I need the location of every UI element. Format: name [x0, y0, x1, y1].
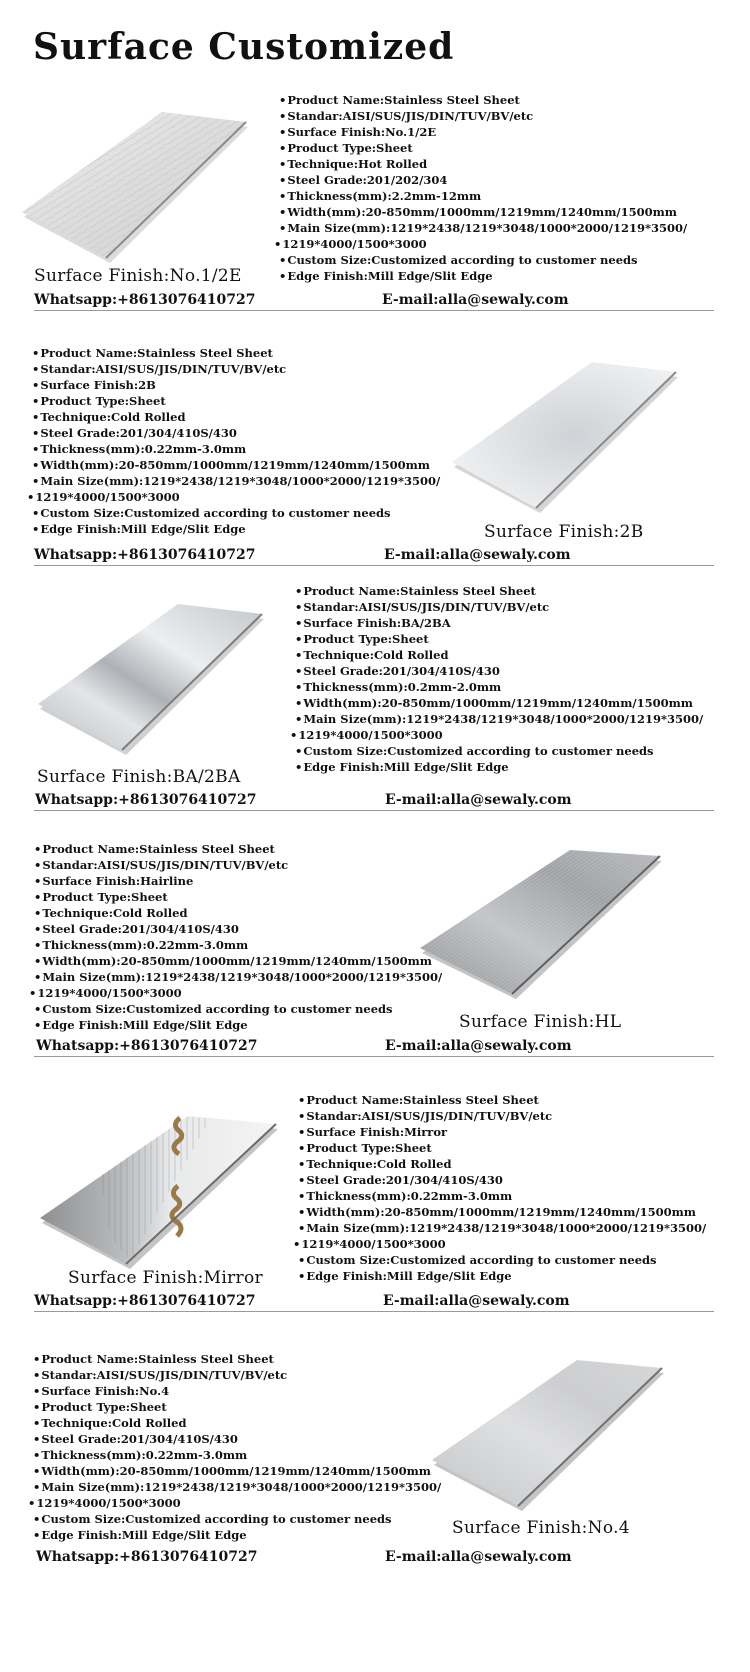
section-divider	[34, 310, 714, 311]
spec-item: • Steel Grade:201/304/410S/430	[32, 425, 440, 441]
spec-item: • Technique:Hot Rolled	[279, 156, 687, 172]
spec-item: • 1219*4000/1500*3000	[293, 1236, 706, 1252]
spec-item: • Custom Size:Customized according to customer needs	[34, 1001, 442, 1017]
surface-finish-caption: Surface Finish:Mirror	[68, 1268, 263, 1288]
spec-item: • Steel Grade:201/304/410S/430	[295, 663, 703, 679]
email-contact[interactable]: E-mail:alla@sewaly.com	[383, 1293, 570, 1309]
spec-item: • Edge Finish:Mill Edge/Slit Edge	[34, 1017, 442, 1033]
spec-list	[298, 1092, 706, 1284]
spec-item: • Main Size(mm):1219*2438/1219*3048/1000*2000/1219*3500/	[33, 1479, 441, 1495]
spec-item: • Standar:AISI/SUS/JIS/DIN/TUV/BV/etc	[279, 108, 687, 124]
spec-item: • Product Name:Stainless Steel Sheet	[295, 583, 703, 599]
sheet-image-no4	[432, 1360, 662, 1510]
page-title: Surface Customized	[33, 26, 455, 68]
surface-finish-caption: Surface Finish:BA/2BA	[37, 767, 241, 787]
spec-item: • 1219*4000/1500*3000	[29, 985, 442, 1001]
spec-item: • Product Name:Stainless Steel Sheet	[32, 345, 440, 361]
email-contact[interactable]: E-mail:alla@sewaly.com	[385, 1038, 572, 1054]
spec-item: • Main Size(mm):1219*2438/1219*3048/1000*2000/1219*3500/	[279, 220, 687, 236]
spec-item: • Thickness(mm):2.2mm-12mm	[279, 188, 687, 204]
surface-finish-caption: Surface Finish:No.4	[452, 1518, 630, 1538]
surface-finish-caption: Surface Finish:2B	[484, 522, 644, 542]
spec-item: • 1219*4000/1500*3000	[28, 1495, 441, 1511]
spec-item: • Standar:AISI/SUS/JIS/DIN/TUV/BV/etc	[32, 361, 440, 377]
section-divider	[34, 565, 714, 566]
email-contact[interactable]: E-mail:alla@sewaly.com	[382, 292, 569, 308]
spec-item: • Width(mm):20-850mm/1000mm/1219mm/1240mm/1500mm	[298, 1204, 706, 1220]
spec-item: • Technique:Cold Rolled	[33, 1415, 441, 1431]
surface-finish-caption: Surface Finish:No.1/2E	[34, 266, 242, 286]
spec-item: • Technique:Cold Rolled	[295, 647, 703, 663]
spec-item: • Steel Grade:201/202/304	[279, 172, 687, 188]
whatsapp-contact[interactable]: Whatsapp:+8613076410727	[35, 792, 257, 808]
spec-item: • Technique:Cold Rolled	[34, 905, 442, 921]
spec-item: • Edge Finish:Mill Edge/Slit Edge	[279, 268, 687, 284]
spec-item: • Surface Finish:No.4	[33, 1383, 441, 1399]
spec-item: • Standar:AISI/SUS/JIS/DIN/TUV/BV/etc	[34, 857, 442, 873]
spec-item: • Width(mm):20-850mm/1000mm/1219mm/1240mm/1500mm	[33, 1463, 441, 1479]
spec-item: • Steel Grade:201/304/410S/430	[298, 1172, 706, 1188]
spec-item: • Width(mm):20-850mm/1000mm/1219mm/1240mm/1500mm	[34, 953, 442, 969]
spec-item: • Main Size(mm):1219*2438/1219*3048/1000*2000/1219*3500/	[34, 969, 442, 985]
spec-item: • Product Name:Stainless Steel Sheet	[279, 92, 687, 108]
whatsapp-contact[interactable]: Whatsapp:+8613076410727	[36, 1549, 258, 1565]
section-divider	[34, 1311, 714, 1312]
spec-item: • Edge Finish:Mill Edge/Slit Edge	[32, 521, 440, 537]
spec-item: • Custom Size:Customized according to customer needs	[279, 252, 687, 268]
email-contact[interactable]: E-mail:alla@sewaly.com	[384, 547, 571, 563]
spec-item: • Product Type:Sheet	[279, 140, 687, 156]
spec-item: • Edge Finish:Mill Edge/Slit Edge	[298, 1268, 706, 1284]
spec-item: • Edge Finish:Mill Edge/Slit Edge	[295, 759, 703, 775]
spec-item: • Custom Size:Customized according to customer needs	[295, 743, 703, 759]
spec-item: • Custom Size:Customized according to customer needs	[33, 1511, 441, 1527]
email-contact[interactable]: E-mail:alla@sewaly.com	[385, 792, 572, 808]
spec-item: • Custom Size:Customized according to customer needs	[298, 1252, 706, 1268]
spec-item: • Thickness(mm):0.22mm-3.0mm	[34, 937, 442, 953]
spec-item: • Thickness(mm):0.22mm-3.0mm	[32, 441, 440, 457]
spec-item: • Surface Finish:No.1/2E	[279, 124, 687, 140]
spec-item: • 1219*4000/1500*3000	[274, 236, 687, 252]
spec-item: • Standar:AISI/SUS/JIS/DIN/TUV/BV/etc	[295, 599, 703, 615]
section-divider	[34, 1056, 714, 1057]
spec-item: • Surface Finish:BA/2BA	[295, 615, 703, 631]
spec-item: • Edge Finish:Mill Edge/Slit Edge	[33, 1527, 441, 1543]
spec-item: • Technique:Cold Rolled	[32, 409, 440, 425]
spec-list	[34, 841, 442, 1033]
email-contact[interactable]: E-mail:alla@sewaly.com	[385, 1549, 572, 1565]
spec-item: • Standar:AISI/SUS/JIS/DIN/TUV/BV/etc	[298, 1108, 706, 1124]
spec-item: • Standar:AISI/SUS/JIS/DIN/TUV/BV/etc	[33, 1367, 441, 1383]
spec-item: • Technique:Cold Rolled	[298, 1156, 706, 1172]
sheet-image-2b	[452, 362, 676, 512]
sheet-image-ba-2ba	[38, 604, 262, 754]
whatsapp-contact[interactable]: Whatsapp:+8613076410727	[34, 547, 256, 563]
spec-item: • 1219*4000/1500*3000	[27, 489, 440, 505]
spec-item: • Width(mm):20-850mm/1000mm/1219mm/1240mm/1500mm	[32, 457, 440, 473]
spec-list	[32, 345, 440, 537]
whatsapp-contact[interactable]: Whatsapp:+8613076410727	[34, 292, 256, 308]
spec-item: • Thickness(mm):0.2mm-2.0mm	[295, 679, 703, 695]
sheet-image-hl	[420, 850, 660, 1000]
spec-item: • Surface Finish:Mirror	[298, 1124, 706, 1140]
sheet-image-mirror	[40, 1116, 276, 1268]
spec-item: • Product Type:Sheet	[298, 1140, 706, 1156]
spec-item: • Width(mm):20-850mm/1000mm/1219mm/1240mm/1500mm	[279, 204, 687, 220]
spec-item: • Product Type:Sheet	[34, 889, 442, 905]
spec-list	[295, 583, 703, 775]
spec-item: • Product Name:Stainless Steel Sheet	[33, 1351, 441, 1367]
spec-item: • 1219*4000/1500*3000	[290, 727, 703, 743]
spec-item: • Steel Grade:201/304/410S/430	[33, 1431, 441, 1447]
whatsapp-contact[interactable]: Whatsapp:+8613076410727	[36, 1038, 258, 1054]
spec-item: • Surface Finish:2B	[32, 377, 440, 393]
section-divider	[34, 810, 714, 811]
spec-list	[33, 1351, 441, 1543]
spec-item: • Thickness(mm):0.22mm-3.0mm	[33, 1447, 441, 1463]
surface-finish-caption: Surface Finish:HL	[459, 1012, 622, 1032]
spec-item: • Custom Size:Customized according to customer needs	[32, 505, 440, 521]
spec-item: • Product Type:Sheet	[32, 393, 440, 409]
spec-item: • Product Name:Stainless Steel Sheet	[34, 841, 442, 857]
spec-item: • Thickness(mm):0.22mm-3.0mm	[298, 1188, 706, 1204]
spec-item: • Width(mm):20-850mm/1000mm/1219mm/1240mm/1500mm	[295, 695, 703, 711]
spec-item: • Steel Grade:201/304/410S/430	[34, 921, 442, 937]
spec-item: • Main Size(mm):1219*2438/1219*3048/1000*2000/1219*3500/	[295, 711, 703, 727]
spec-item: • Product Type:Sheet	[33, 1399, 441, 1415]
spec-item: • Product Type:Sheet	[295, 631, 703, 647]
spec-item: • Main Size(mm):1219*2438/1219*3048/1000*2000/1219*3500/	[32, 473, 440, 489]
spec-item: • Surface Finish:Hairline	[34, 873, 442, 889]
spec-item: • Main Size(mm):1219*2438/1219*3048/1000*2000/1219*3500/	[298, 1220, 706, 1236]
whatsapp-contact[interactable]: Whatsapp:+8613076410727	[34, 1293, 256, 1309]
spec-item: • Product Name:Stainless Steel Sheet	[298, 1092, 706, 1108]
